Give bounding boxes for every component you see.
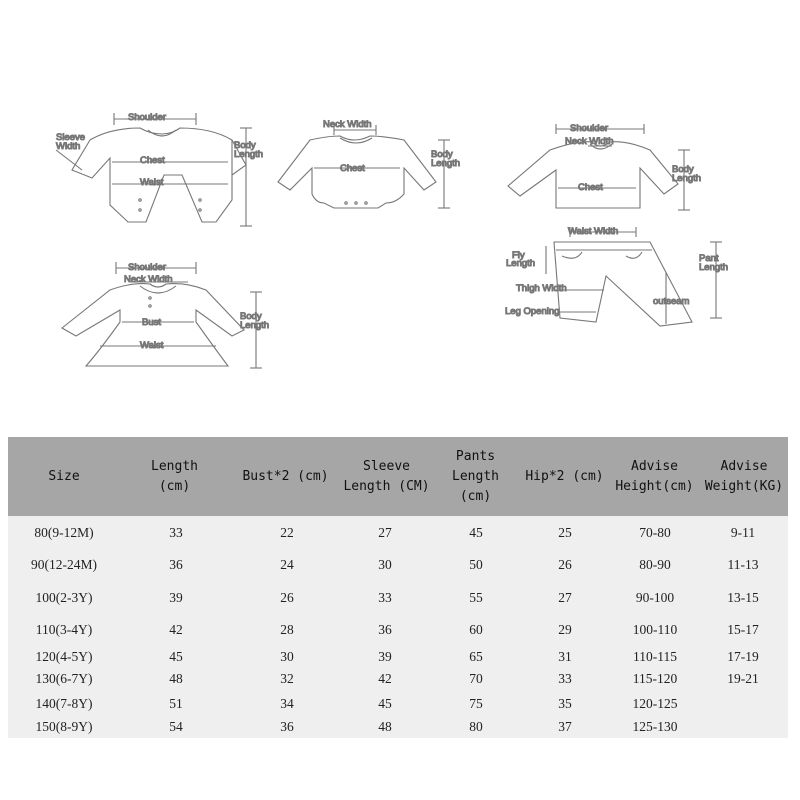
bodysuit-neck-label: Neck Width <box>323 119 372 130</box>
cell-bust: 26 <box>280 590 294 605</box>
dress-length-label: Length <box>240 320 270 331</box>
cell-advise-height: 90-100 <box>635 590 675 605</box>
pants-fly-length-label: Length <box>506 258 536 269</box>
header-advise-height: Advise Height(cm) <box>609 437 700 516</box>
cell-advise-weight: 15-17 <box>727 622 759 637</box>
cell-length: 33 <box>169 525 183 540</box>
romper-sleeve-label: Sleeve <box>56 132 86 143</box>
cell-size: 100(2-3Y) <box>35 590 93 605</box>
cell-pants-length: 65 <box>469 649 483 664</box>
romper-width-label: Width <box>56 141 81 152</box>
bodysuit-chest-label: Chest <box>340 163 365 174</box>
cell-length: 51 <box>169 696 183 711</box>
bodysuit-length-label: Length <box>431 158 461 169</box>
cell-bust: 34 <box>280 696 294 711</box>
cell-hip: 29 <box>558 622 572 637</box>
cell-sleeve-length: 27 <box>378 525 392 540</box>
cell-length: 48 <box>169 671 183 686</box>
cell-advise-height: 115-120 <box>632 671 678 686</box>
cell-length: 39 <box>169 590 183 605</box>
pants-length-label: Length <box>699 262 729 273</box>
pants-outseam-label: outseam <box>653 296 690 307</box>
header-size: Size <box>8 437 120 516</box>
cell-sleeve-length: 39 <box>378 649 392 664</box>
cell-advise-height: 100-110 <box>632 622 678 637</box>
romper-diagram <box>56 113 252 226</box>
cell-bust: 30 <box>280 649 294 664</box>
cell-hip: 37 <box>558 719 572 734</box>
pants-diagram <box>546 227 722 326</box>
romper-body-label: Body <box>234 140 256 151</box>
cell-pants-length: 55 <box>469 590 483 605</box>
shirt-neck-label: Neck Width <box>565 136 614 147</box>
cell-sleeve-length: 36 <box>378 622 392 637</box>
cell-size: 130(6-7Y) <box>35 671 93 686</box>
pants-leg-label: Leg Opening <box>505 306 560 317</box>
cell-pants-length: 80 <box>469 719 483 734</box>
cell-sleeve-length: 30 <box>378 557 392 572</box>
cell-size: 80(9-12M) <box>34 525 94 540</box>
dress-shoulder-label: Shoulder <box>128 262 167 273</box>
cell-bust: 24 <box>280 557 294 572</box>
dress-bust-label: Bust <box>142 317 162 328</box>
header-hip: Hip*2 (cm) <box>520 437 609 516</box>
cell-length: 42 <box>169 622 183 637</box>
cell-size: 110(3-4Y) <box>35 622 93 637</box>
cell-pants-length: 75 <box>469 696 483 711</box>
size-chart-table <box>8 437 788 516</box>
pants-waist-label: Waist Width <box>568 226 619 237</box>
cell-sleeve-length: 33 <box>378 590 392 605</box>
header-advise-weight: Advise Weight(KG) <box>700 437 788 516</box>
cell-advise-height: 120-125 <box>632 696 678 711</box>
cell-advise-height: 80-90 <box>639 557 671 572</box>
cell-advise-height: 110-115 <box>633 649 677 664</box>
cell-bust: 36 <box>280 719 294 734</box>
cell-size: 140(7-8Y) <box>35 696 93 711</box>
cell-advise-weight: 9-11 <box>730 525 756 540</box>
cell-size: 90(12-24M) <box>31 557 97 572</box>
header-sleeve: Sleeve Length (CM) <box>342 437 431 516</box>
cell-pants-length: 70 <box>469 671 483 686</box>
cell-sleeve-length: 42 <box>378 671 392 686</box>
header-length: Length (cm) <box>120 437 229 516</box>
cell-hip: 25 <box>558 525 572 540</box>
cell-pants-length: 60 <box>469 622 483 637</box>
cell-bust: 28 <box>280 622 294 637</box>
romper-chest-label: Chest <box>140 155 165 166</box>
shirt-shoulder-label: Shoulder <box>570 123 609 134</box>
size-table-header-row <box>8 437 788 516</box>
romper-length-label: Length <box>234 149 264 160</box>
cell-hip: 31 <box>558 649 572 664</box>
cell-advise-weight: 19-21 <box>727 671 759 686</box>
shirt-body-label: Body <box>672 164 694 175</box>
dress-body-label: Body <box>240 311 262 322</box>
cell-hip: 26 <box>558 557 572 572</box>
cell-length: 45 <box>169 649 183 664</box>
cell-advise-weight: 17-19 <box>727 649 759 664</box>
cell-advise-height: 125-130 <box>632 719 678 734</box>
cell-sleeve-length: 45 <box>378 696 392 711</box>
cell-length: 36 <box>169 557 183 572</box>
cell-sleeve-length: 48 <box>378 719 392 734</box>
cell-hip: 33 <box>558 671 572 686</box>
cell-bust: 32 <box>280 671 294 686</box>
cell-bust: 22 <box>280 525 294 540</box>
shirt-length-label: Length <box>672 173 702 184</box>
cell-length: 54 <box>169 719 183 734</box>
romper-shoulder-label: Shoulder <box>128 112 167 123</box>
cell-size: 150(8-9Y) <box>35 719 93 734</box>
pants-fly-label: Fly <box>512 250 525 261</box>
pants-pant-label: Pant <box>699 253 719 264</box>
shirt-chest-label: Chest <box>578 182 603 193</box>
cell-advise-weight: 11-13 <box>727 557 759 572</box>
romper-waist-label: Waist <box>140 177 164 188</box>
bodysuit-body-label: Body <box>431 149 453 160</box>
header-bust: Bust*2 (cm) <box>229 437 342 516</box>
dress-neck-label: Neck Width <box>124 274 173 285</box>
header-pants-length: Pants Length (cm) <box>431 437 520 516</box>
cell-pants-length: 50 <box>469 557 483 572</box>
cell-size: 120(4-5Y) <box>35 649 93 664</box>
pants-thigh-label: Thigh Width <box>516 283 567 294</box>
cell-hip: 27 <box>558 590 572 605</box>
dress-waist-label: Waist <box>140 340 164 351</box>
cell-advise-height: 70-80 <box>639 525 671 540</box>
cell-advise-weight: 13-15 <box>727 590 759 605</box>
cell-pants-length: 45 <box>469 525 483 540</box>
cell-hip: 35 <box>558 696 572 711</box>
